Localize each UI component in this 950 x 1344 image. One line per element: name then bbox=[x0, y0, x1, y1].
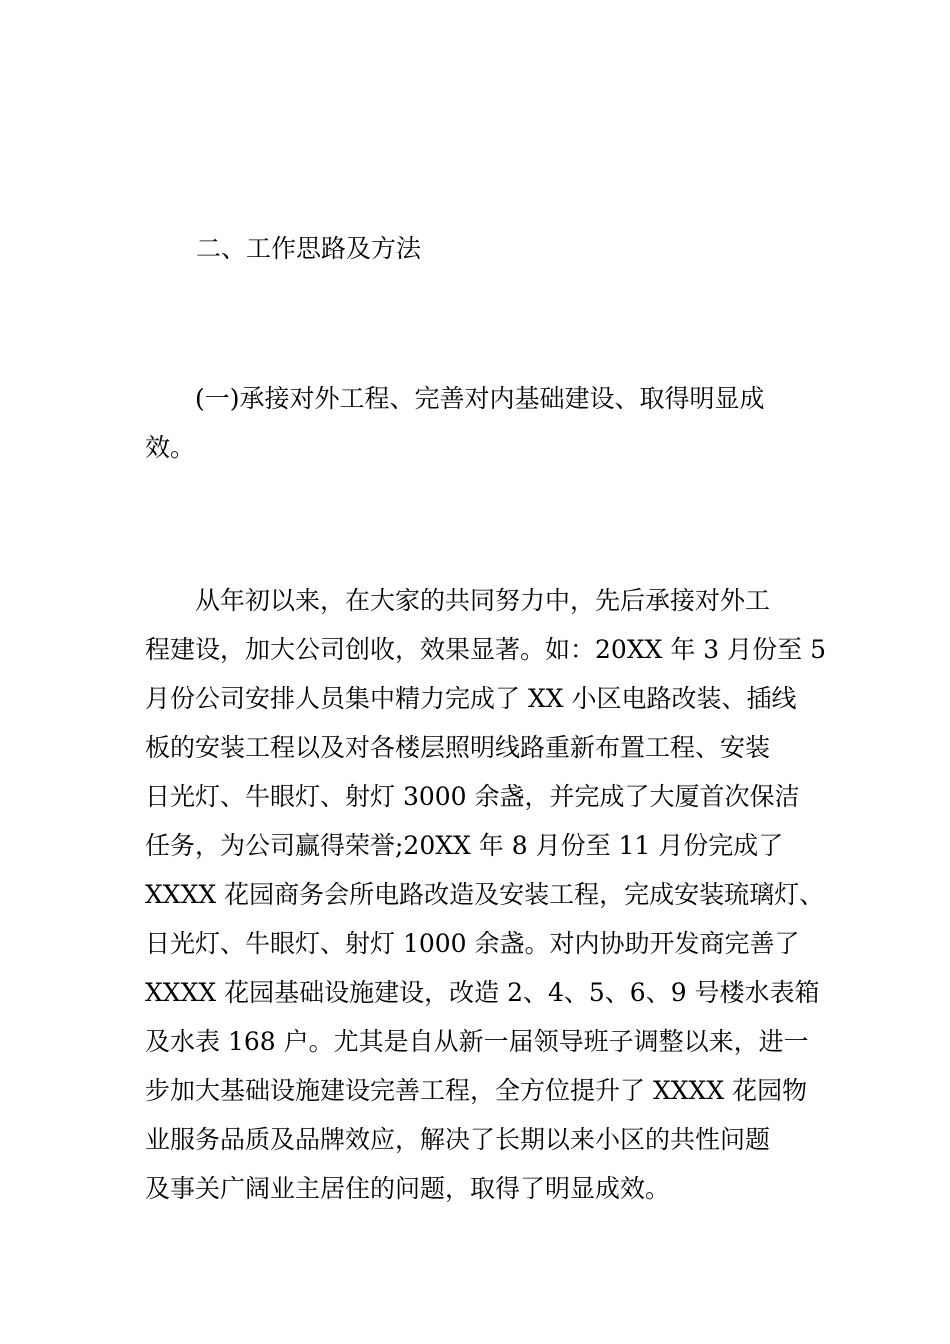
paragraph-line: 日光灯、牛眼灯、射灯 1000 余盏。对内协助开发商完善了 bbox=[145, 929, 800, 958]
paragraph-line: XXXX 花园基础设施建设，改造 2、4、5、6、9 号楼水表箱 bbox=[145, 978, 820, 1007]
body-paragraph bbox=[145, 576, 827, 1213]
paragraph-line: 任务，为公司赢得荣誉;20XX 年 8 月份至 11 月份完成了 bbox=[145, 831, 784, 860]
paragraph-line: 板的安装工程以及对各楼层照明线路重新布置工程、安装 bbox=[145, 733, 771, 762]
section-heading: 二、工作思路及方法 bbox=[196, 234, 422, 263]
subsection-line: 效。 bbox=[145, 433, 196, 462]
subsection-heading bbox=[145, 374, 815, 472]
paragraph-line: 程建设，加大公司创收，效果显著。如：20XX 年 3 月份至 5 bbox=[145, 635, 827, 664]
subsection-line: (一)承接对外工程、完善对内基础建设、取得明显成 bbox=[145, 384, 765, 413]
paragraph-line: 业服务品质及品牌效应，解决了长期以来小区的共性问题 bbox=[145, 1125, 771, 1154]
paragraph-line: 及水表 168 户。尤其是自从新一届领导班子调整以来，进一 bbox=[145, 1027, 809, 1056]
paragraph-line: 及事关广阔业主居住的问题，取得了明显成效。 bbox=[145, 1174, 671, 1203]
paragraph-line: 月份公司安排人员集中精力完成了 XX 小区电路改装、插线 bbox=[145, 684, 797, 713]
paragraph-line: 步加大基础设施建设完善工程，全方位提升了 XXXX 花园物 bbox=[145, 1076, 808, 1105]
paragraph-line: 日光灯、牛眼灯、射灯 3000 余盏，并完成了大厦首次保洁 bbox=[145, 782, 800, 811]
paragraph-line: 从年初以来，在大家的共同努力中，先后承接对外工 bbox=[145, 586, 771, 615]
paragraph-line: XXXX 花园商务会所电路改造及安装工程，完成安装琉璃灯、 bbox=[145, 880, 825, 909]
